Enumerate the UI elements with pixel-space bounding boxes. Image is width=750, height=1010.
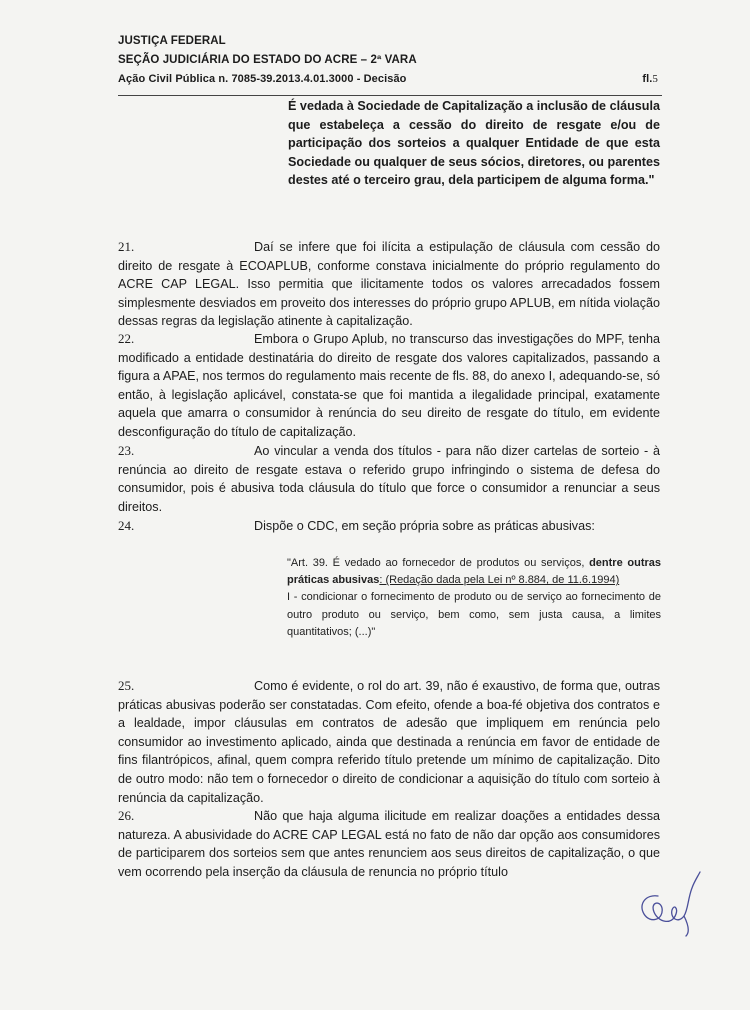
case-line [118,70,658,89]
paragraph-22 [118,330,660,442]
page-label: fl. [642,73,653,85]
handwritten-signature [628,868,706,938]
article-bold-text: dentre outras práticas abusivas [287,557,661,587]
paragraph-text: Ao vincular a venda dos títulos - para não dizer cartelas de sorteio - à renúncia ao direito de resgate estava o referido grupo infringindo o sistema de defesa do consumidor, pois é abusiva toda cláusula do título que force o consumidor a renunciar a seus direitos. [118,444,660,514]
article-item-1: I - condicionar o fornecimento de produto ou de serviço ao fornecimento de outro produto ou serviço, bem como, sem justa causa, a limites quantitativos; (...)" [287,591,661,638]
article-amendment-note: : (Redação dada pela Lei nº 8.884, de 11.6.1994) [379,574,620,587]
paragraph-text: Dispõe o CDC, em seção própria sobre as práticas abusivas: [254,519,595,533]
paragraph-number: 22. [118,331,135,346]
paragraph-number: 24. [118,518,135,533]
paragraph-26 [118,807,660,881]
paragraph-number: 23. [118,443,135,458]
paragraph-text: Como é evidente, o rol do art. 39, não é exaustivo, de forma que, outras práticas abusivas poderão ser constatadas. Com efeito, ofende a boa-fé objetiva dos contratos e a lealdade, impor cláusulas em contratos de adesão que impliquem em renúncia pelo consumidor ao investimento aplicado, ainda que destinada a renúncia em favor de entidade de fins filantrópicos, afinal, quem compra referido título pretende um mínimo de capitalização. Dito de outro modo: não tem o fornecedor o direito de condicionar a aquisição do título com sorteio à renúncia da capitalização. [118,679,660,805]
paragraph-24 [118,517,660,536]
article-text: "Art. 39. É vedado ao fornecedor de produtos ou serviços, [287,557,590,569]
paragraph-23 [118,442,660,516]
page-number-value: 5 [652,73,658,85]
article-39-text [287,555,661,589]
page-number [642,70,658,89]
paragraph-number: 26. [118,808,135,823]
paragraph-text: Embora o Grupo Aplub, no transcurso das investigações do MPF, tenha modificado a entidade destinatária do direito de resgate dos valores capitalizados, passando a figura a APAE, nos termos do regulamento mais recente de fls. 88, do anexo I, adequando-se, só então, à legislação aplicável, constata-se que foi mantida a ilegalidade principal, exatamente aquela que amarra o consumidor à renúncia do seu direito de resgate do título, em evidente desconfiguração do título de capitalização. [118,332,660,439]
document-header [118,32,658,89]
paragraph-number: 21. [118,239,135,254]
paragraph-21 [118,238,660,331]
paragraph-text: Daí se infere que foi ilícita a estipulação de cláusula com cessão do direito de resgate à ECOAPLUB, conforme constava inicialmente do próprio regulamento do ACRE CAP LEGAL. Isso permitia que ilicitamente todos os valores arrecadados fossem simplesmente desviados em proveito dos interesses do próprio grupo APLUB, em nítida violação dessas regras da legislação atinente à capitalização. [118,240,660,329]
paragraph-number: 25. [118,678,135,693]
paragraph-text: Não que haja alguma ilicitude em realizar doações a entidades dessa natureza. A abusividade do ACRE CAP LEGAL está no fato de não dar opção aos consumidores de participarem dos sorteios sem que antes renunciem aos seus direitos de capitalização, o que vem ocorrendo pela inserção da cláusula de renuncia no próprio título [118,809,660,879]
court-section: SEÇÃO JUDICIÁRIA DO ESTADO DO ACRE – 2ª VARA [118,54,417,66]
case-number: Ação Civil Pública n. 7085-39.2013.4.01.3000 - Decisão [118,73,407,85]
quoted-rule: É vedada à Sociedade de Capitalização a inclusão de cláusula que estabeleça a cessão do direito de resgate e/ou de participação dos sorteios a qualquer Entidade de que esta Sociedade ou qualquer de seus sócios, diretores, ou parentes destes até o terceiro grau, dela participem de alguma forma." [288,99,660,187]
paragraph-25 [118,677,660,807]
court-name: JUSTIÇA FEDERAL [118,35,226,47]
header-divider [118,95,662,96]
cdc-article-quote [287,555,661,641]
